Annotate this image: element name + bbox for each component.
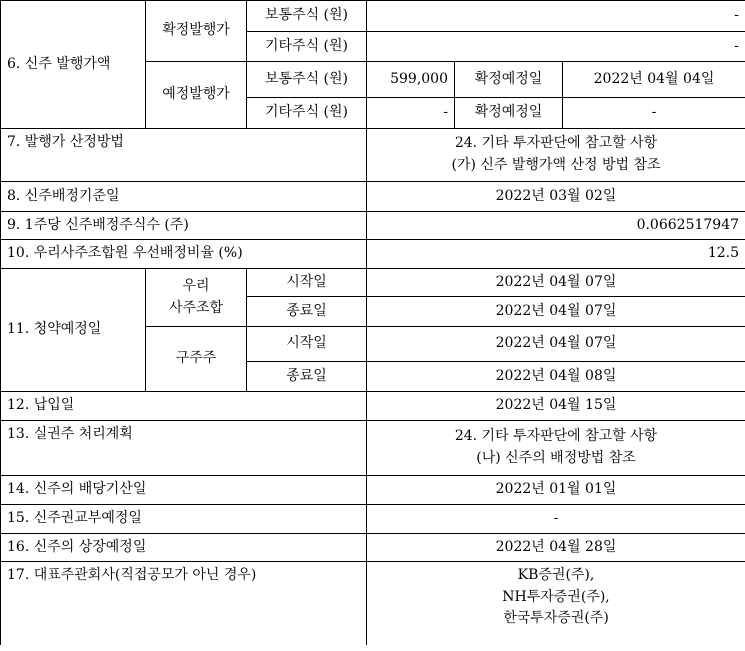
esop-group-label-line-2: 사주조합 [168, 299, 224, 316]
record-date-value: 2022년 03월 02일 [367, 182, 745, 212]
planned-other-value: - [367, 98, 455, 129]
confirmed-other-label: 기타주식 (원) [247, 32, 367, 62]
confirmed-common-value: - [367, 1, 745, 32]
esop-start-label: 시작일 [247, 269, 367, 297]
underwriters-value [367, 562, 745, 645]
esop-ratio-value: 12.5 [367, 240, 745, 269]
forfeited-value [367, 421, 745, 476]
forfeited-line-1: 24. 기타 투자판단에 참고할 사항 [454, 428, 658, 445]
planned-price-label: 예정발행가 [146, 62, 247, 129]
esop-ratio-row [1, 240, 745, 269]
underwriters-label: 17. 대표주관회사(직접공모가 아닌 경우) [1, 562, 367, 645]
dividend-label: 14. 신주의 배당기산일 [1, 476, 367, 505]
old-start-label: 시작일 [247, 327, 367, 362]
confirmed-common-label: 보통주식 (원) [247, 1, 367, 32]
per-share-value: 0.0662517947 [367, 212, 745, 240]
planned-other-date: - [563, 98, 745, 129]
listing-value: 2022년 04월 28일 [367, 534, 745, 562]
underwriters-row [1, 562, 745, 645]
per-share-row [1, 212, 745, 240]
subscription-esop-start-row [1, 269, 745, 297]
planned-common-value: 599,000 [367, 62, 455, 98]
certificate-row [1, 505, 745, 534]
planned-other-date-label: 확정예정일 [455, 98, 563, 129]
price-section-label: 6. 신주 발행가액 [1, 1, 146, 129]
listing-row [1, 534, 745, 562]
listing-label: 16. 신주의 상장예정일 [1, 534, 367, 562]
old-start-value: 2022년 04월 07일 [367, 327, 745, 362]
forfeited-line-2: (나) 신주의 배정방법 참조 [476, 450, 636, 466]
underwriter-1: KB증권(주), [517, 567, 595, 583]
dividend-value: 2022년 01월 01일 [367, 476, 745, 505]
old-end-value: 2022년 04월 08일 [367, 362, 745, 392]
price-confirmed-common-row [1, 1, 745, 32]
method-row [1, 129, 745, 182]
per-share-label: 9. 1주당 신주배정주식수 (주) [1, 212, 367, 240]
esop-start-value: 2022년 04월 07일 [367, 269, 745, 297]
planned-common-date-label: 확정예정일 [455, 62, 563, 98]
confirmed-other-value: - [367, 32, 745, 62]
record-date-label: 8. 신주배정기준일 [1, 182, 367, 212]
method-label: 7. 발행가 산정방법 [1, 129, 367, 182]
underwriter-3: 한국투자증권(주) [503, 610, 609, 627]
esop-group-label-line-1: 우리 [182, 277, 210, 294]
payment-value: 2022년 04월 15일 [367, 392, 745, 421]
certificate-value: - [367, 505, 745, 534]
record-date-row [1, 182, 745, 212]
planned-common-label: 보통주식 (원) [247, 62, 367, 98]
underwriter-2: NH투자증권(주), [502, 588, 610, 605]
forfeited-label: 13. 실권주 처리계획 [1, 421, 367, 476]
old-end-label: 종료일 [247, 362, 367, 392]
esop-end-label: 종료일 [247, 297, 367, 327]
dividend-row [1, 476, 745, 505]
method-line-1: 24. 기타 투자판단에 참고할 사항 [454, 135, 658, 152]
esop-group-label [146, 269, 247, 327]
esop-ratio-label: 10. 우리사주조합원 우선배정비율 (%) [1, 240, 367, 269]
method-value [367, 129, 745, 182]
certificate-label: 15. 신주권교부예정일 [1, 505, 367, 534]
payment-row [1, 392, 745, 421]
confirmed-price-label: 확정발행가 [146, 1, 247, 62]
payment-label: 12. 납입일 [1, 392, 367, 421]
esop-end-value: 2022년 04월 07일 [367, 297, 745, 327]
subscription-label: 11. 청약예정일 [1, 269, 146, 392]
planned-common-date: 2022년 04월 04일 [563, 62, 745, 98]
method-line-2: (가) 신주 발행가액 산정 방법 참조 [451, 157, 661, 173]
old-shareholders-label: 구주주 [146, 327, 247, 392]
forfeited-row [1, 421, 745, 476]
planned-other-label: 기타주식 (원) [247, 98, 367, 129]
